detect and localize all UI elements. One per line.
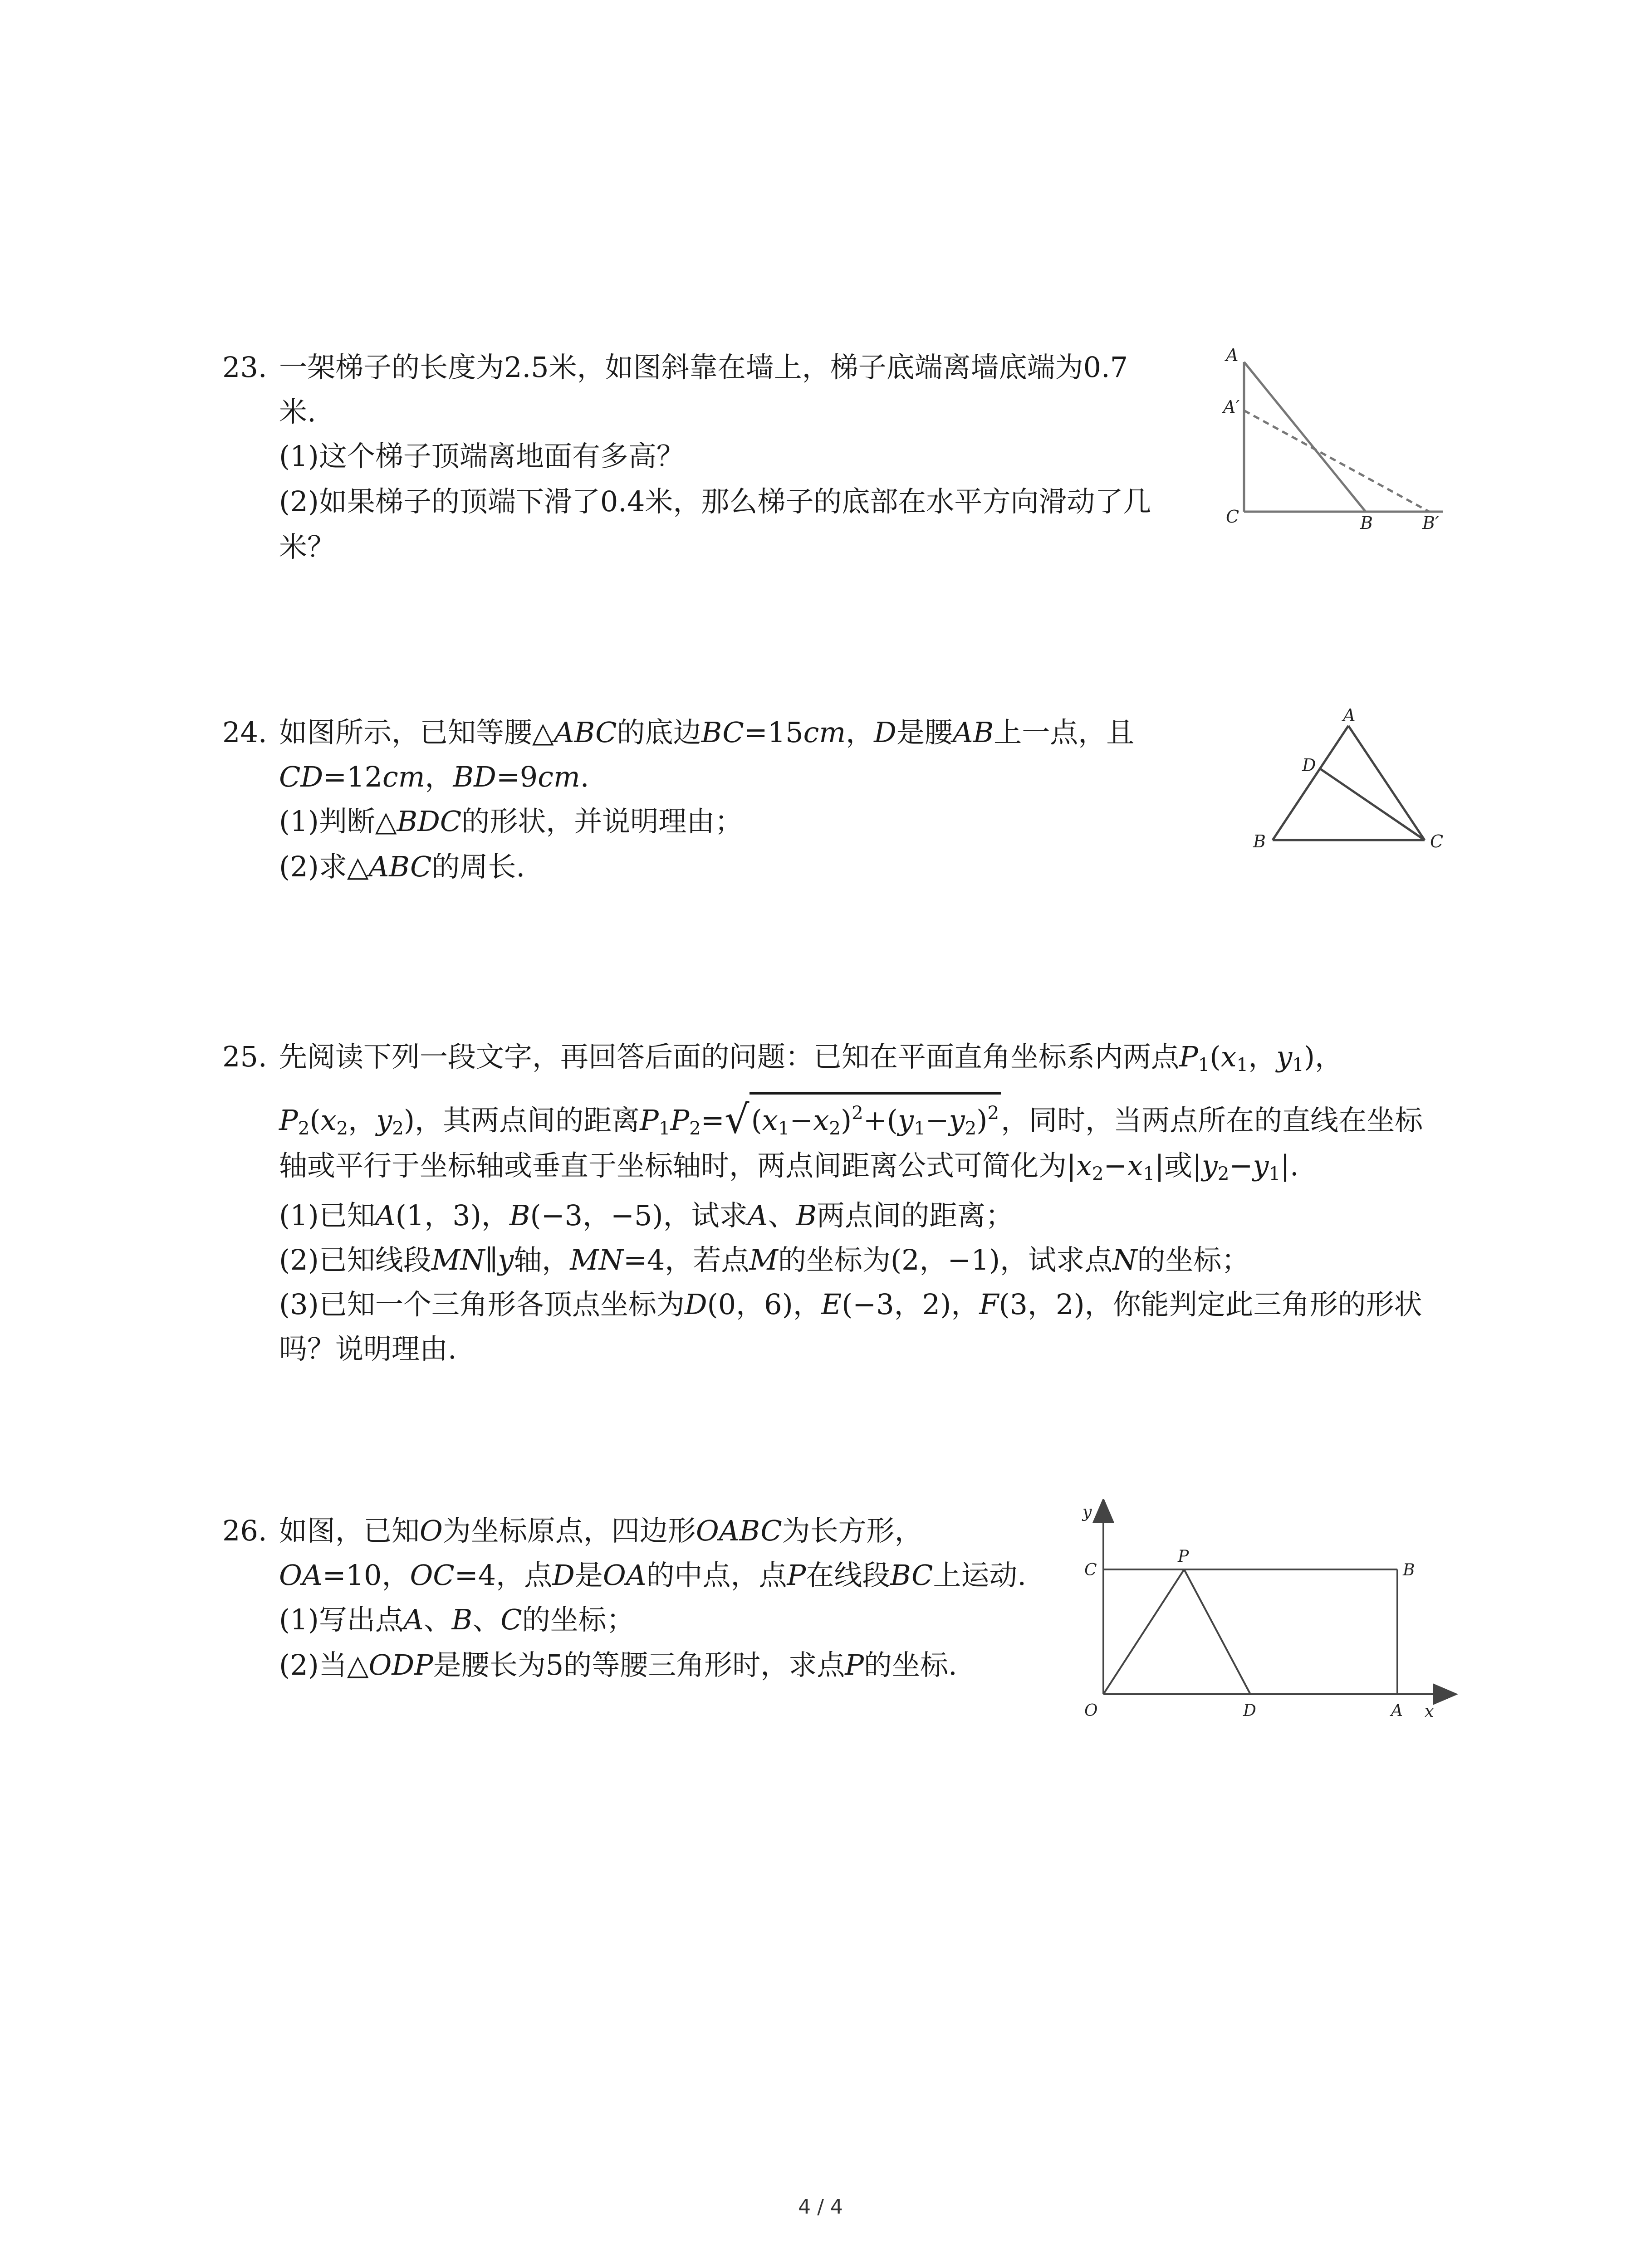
problem-text: 米. <box>279 395 316 428</box>
problem-text: 如图，已知O为坐标原点，四边形OABC为长方形， <box>279 1514 923 1547</box>
label-B: B <box>1360 513 1373 533</box>
problem-text: 米？ <box>279 530 336 563</box>
triangle-figure <box>1243 703 1461 857</box>
ladder-slid-line <box>1244 411 1429 512</box>
problem-number: 23. <box>222 351 267 384</box>
problem-text: 轴或平行于坐标轴或垂直于坐标轴时，两点间距离公式可简化为$|x_2-x_1|$或$|y_2-y_1|$. <box>279 1149 1299 1185</box>
problem-text: 先阅读下列一段文字，再回答后面的问题：已知在平面直角坐标系内两点$P_1(x_1$，$y_1$)， <box>279 1040 1343 1076</box>
label-P: P <box>1178 1547 1189 1566</box>
ladder-figure <box>1216 336 1461 535</box>
page-number: 4 / 4 <box>798 2195 843 2219</box>
label-A: A <box>1343 705 1356 725</box>
label-y: y <box>1083 1503 1092 1521</box>
problem-text: 如图所示，已知等腰△ABC的底边BC=15cm，D是腰AB上一点，且 <box>279 716 1135 749</box>
problem-text: CD=12cm，BD=9cm. <box>279 760 589 793</box>
label-A-prime: A′ <box>1223 397 1240 417</box>
sub-question-1: (1)这个梯子顶端离地面有多高？ <box>279 440 685 473</box>
problem-number: 24. <box>222 716 267 749</box>
sub-question-1: (1)判断△BDC的形状，并说明理由； <box>279 805 743 838</box>
segment-OP <box>1103 1569 1184 1694</box>
label-O: O <box>1084 1701 1098 1720</box>
label-A: A <box>1391 1701 1403 1720</box>
sub-question-2: (2)已知线段MN∥y轴，MN=4，若点M的坐标为(2，−1)，试求点N的坐标； <box>279 1243 1250 1276</box>
problem-text: OA=10，OC=4，点D是OA的中点，点P在线段BC上运动. <box>279 1559 1027 1592</box>
distance-formula-line: $P_2(x_2$，$y_2$)，其两点间的距离$P_1P_2=√(x_1-x_2)^2+(y_1-y_2)^2$，同时，当两点所在的直线在坐标 <box>279 1092 1423 1147</box>
radicand: $(x_1-x_2)^2+(y_1-y_2)^2$ <box>749 1092 1001 1144</box>
problem-text: 一架梯子的长度为2.5米，如图斜靠在墙上，梯子底端离墙底端为0.7 <box>279 351 1128 384</box>
sqrt-sign: √ <box>724 1097 749 1143</box>
sub-question-1: (1)已知A(1，3)，B(−3，−5)，试求A、B两点间的距离； <box>279 1199 1014 1232</box>
rectangle-coordinate-figure <box>1075 1499 1465 1735</box>
segment-CD <box>1320 769 1425 840</box>
sub-question-2: (2)如果梯子的顶端下滑了0.4米，那么梯子的底部在水平方向滑动了几 <box>279 485 1151 518</box>
label-B: B <box>1253 831 1266 851</box>
problem-text: 吗？说明理由. <box>279 1332 457 1365</box>
label-C: C <box>1226 507 1239 527</box>
sub-question-3: (3)已知一个三角形各顶点坐标为D(0，6)，E(−3，2)，F(3，2)，你能判定此三角形的形状 <box>279 1288 1422 1321</box>
sub-question-2: (2)当△ODP是腰长为5的等腰三角形时，求点P的坐标. <box>279 1648 957 1681</box>
label-C: C <box>1430 831 1444 851</box>
label-B-prime: B′ <box>1422 513 1439 533</box>
label-B: B <box>1403 1561 1415 1579</box>
ladder-line <box>1244 362 1366 512</box>
label-x: x <box>1425 1702 1434 1721</box>
label-D: D <box>1243 1701 1256 1720</box>
label-C: C <box>1084 1561 1097 1579</box>
problem-number: 26. <box>222 1514 267 1547</box>
sub-question-1: (1)写出点A、B、C的坐标； <box>279 1603 635 1636</box>
sub-question-2: (2)求△ABC的周长. <box>279 850 525 883</box>
side-AC <box>1348 726 1425 840</box>
side-AB <box>1273 726 1348 840</box>
label-D: D <box>1302 755 1316 775</box>
segment-PD <box>1184 1569 1250 1694</box>
problem-number: 25. <box>222 1040 267 1073</box>
label-A: A <box>1226 345 1239 365</box>
